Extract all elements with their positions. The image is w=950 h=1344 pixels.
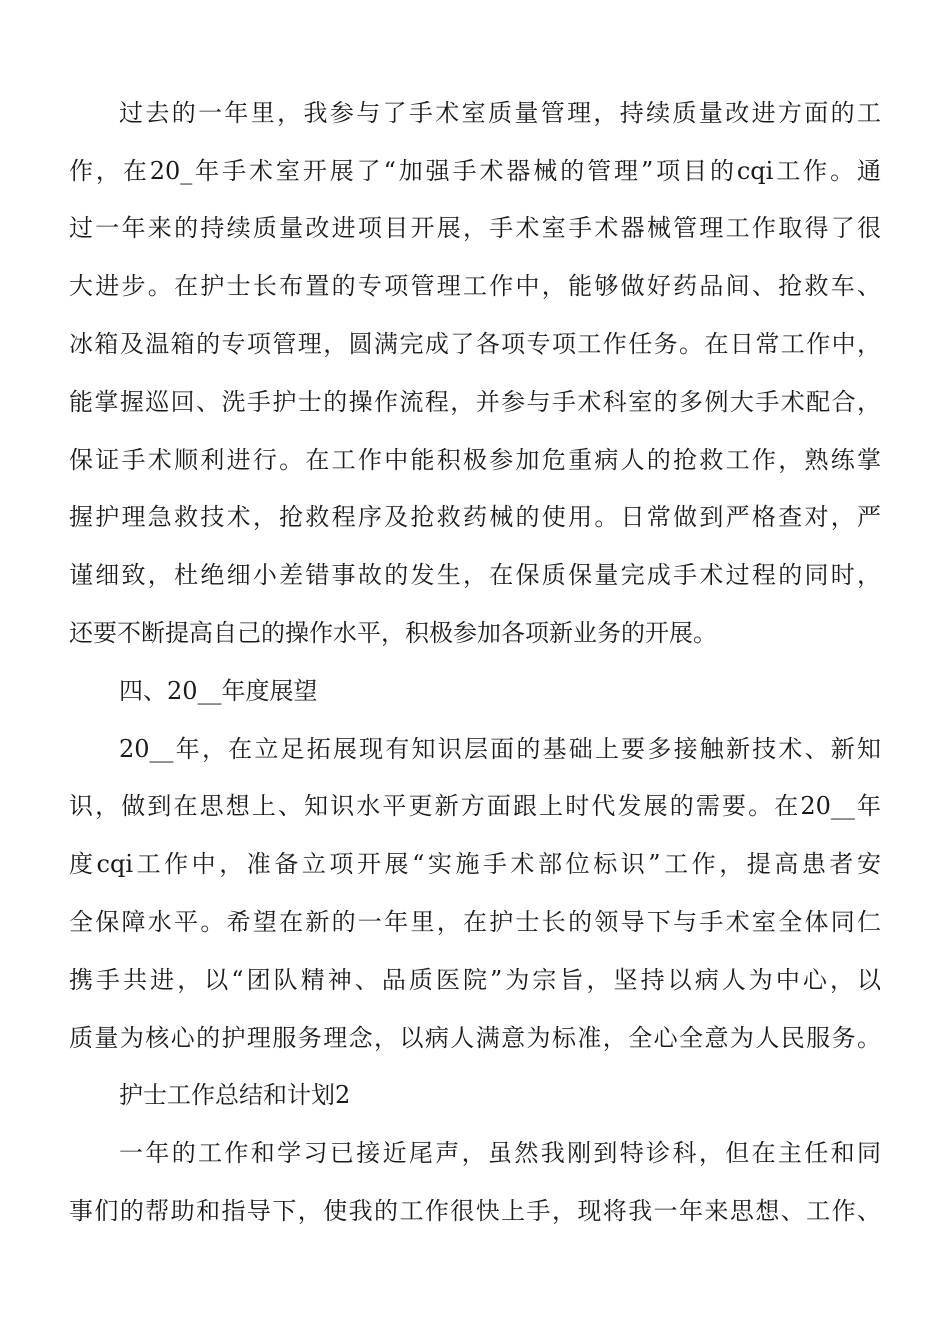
paragraph-line: 度cqi工作中，准备立项开展“实施手术部位标识”工作，提高患者安 (69, 850, 881, 878)
paragraph-line: 作，在20_年手术室开展了“加强手术器械的管理”项目的cqi工作。通 (69, 157, 881, 185)
paragraph-line: 识，做到在思想上、知识水平更新方面跟上时代发展的需要。在20__年 (69, 792, 881, 820)
paragraph-line: 全保障水平。希望在新的一年里，在护士长的领导下与手术室全体同仁 (69, 908, 881, 936)
paragraph-line: 冰箱及温箱的专项管理，圆满完成了各项专项工作任务。在日常工作中， (69, 330, 881, 358)
paragraph-line: 事们的帮助和指导下，使我的工作很快上手，现将我一年来思想、工作、 (69, 1197, 881, 1225)
paragraph-line: 还要不断提高自己的操作水平，积极参加各项新业务的开展。 (69, 619, 717, 647)
paragraph-line: 握护理急救技术，抢救程序及抢救药械的使用。日常做到严格查对，严 (69, 503, 881, 531)
paragraph-line: 能掌握巡回、洗手护士的操作流程，并参与手术科室的多例大手术配合， (69, 388, 881, 416)
paragraph-line: 过一年来的持续质量改进项目开展，手术室手术器械管理工作取得了很 (69, 214, 881, 242)
section-heading: 四、20__年度展望 (119, 677, 318, 705)
paragraph-line: 大进步。在护士长布置的专项管理工作中，能够做好药品间、抢救车、 (69, 272, 881, 300)
paragraph-line: 一年的工作和学习已接近尾声，虽然我刚到特诊科，但在主任和同 (119, 1139, 881, 1167)
section-heading: 护士工作总结和计划2 (119, 1081, 351, 1109)
paragraph-line: 保证手术顺利进行。在工作中能积极参加危重病人的抢救工作，熟练掌 (69, 446, 881, 474)
paragraph-line: 20__年，在立足拓展现有知识层面的基础上要多接触新技术、新知 (119, 735, 881, 763)
paragraph-line: 质量为核心的护理服务理念，以病人满意为标准，全心全意为人民服务。 (69, 1024, 881, 1052)
paragraph-line: 谨细致，杜绝细小差错事故的发生，在保质保量完成手术过程的同时， (69, 561, 881, 589)
paragraph-line: 携手共进，以“团队精神、品质医院”为宗旨，坚持以病人为中心，以 (69, 966, 881, 994)
paragraph-line: 过去的一年里，我参与了手术室质量管理，持续质量改进方面的工 (119, 99, 881, 127)
